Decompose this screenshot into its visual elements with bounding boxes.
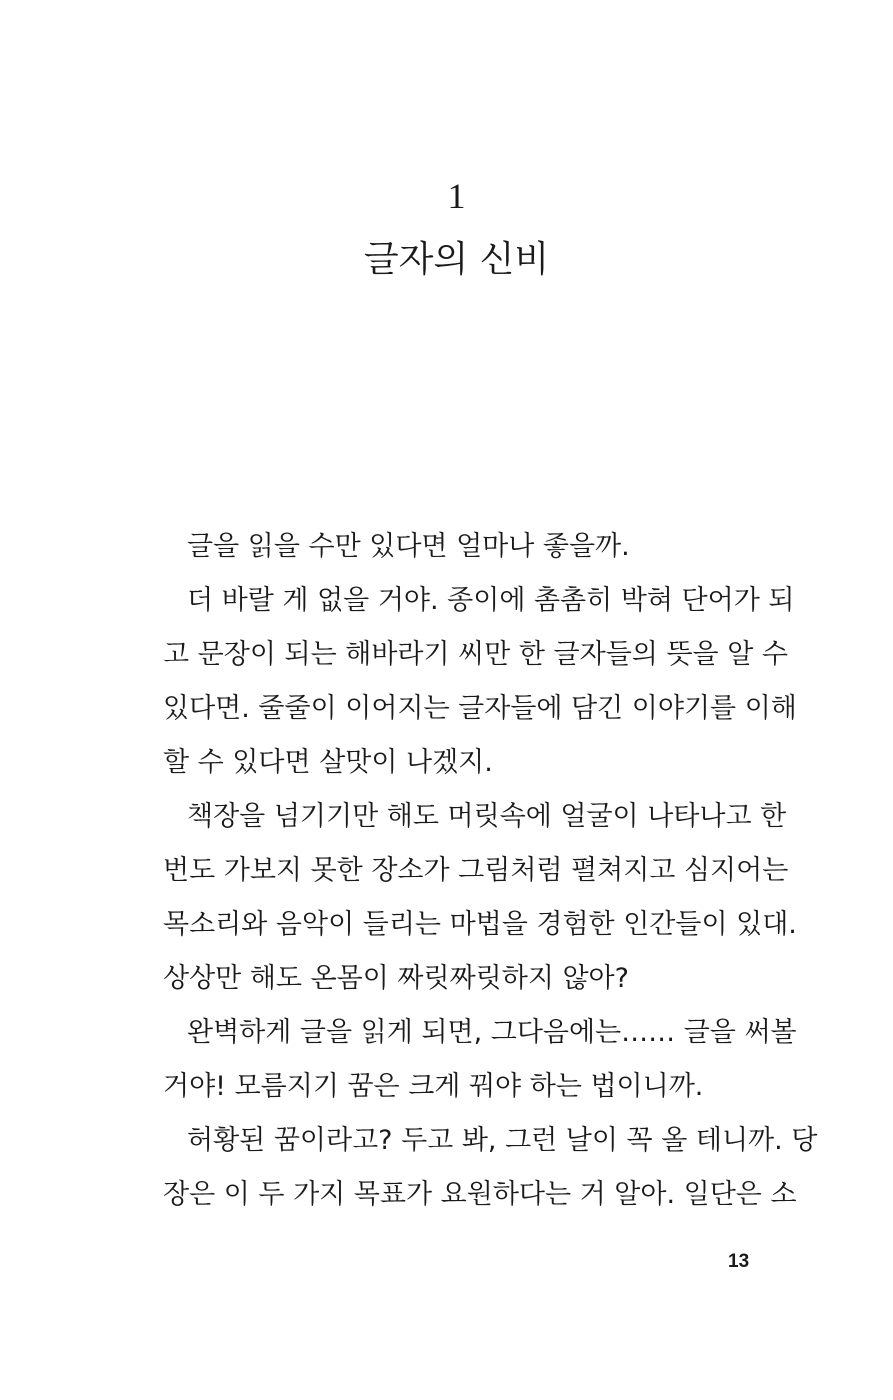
page-number: 13 xyxy=(728,1251,750,1272)
text-line: 허황된 꿈이라고? 두고 봐, 그런 날이 꼭 올 테니까. 당 xyxy=(187,1125,818,1156)
chapter-title: 글자의 신비 xyxy=(363,239,550,280)
body-text xyxy=(163,520,818,1222)
text-line: 장은 이 두 가지 목표가 요원하다는 거 알아. 일단은 소 xyxy=(163,1179,797,1210)
text-line: 할 수 있다면 살맛이 나겠지. xyxy=(163,747,493,778)
text-line: 완벽하게 글을 읽게 되면, 그다음에는…… 글을 써볼 xyxy=(187,1017,797,1048)
text-line: 고 문장이 되는 해바라기 씨만 한 글자들의 뜻을 알 수 xyxy=(163,639,788,670)
text-line: 번도 가보지 못한 장소가 그림처럼 펼쳐지고 심지어는 xyxy=(163,855,789,886)
text-line: 글을 읽을 수만 있다면 얼마나 좋을까. xyxy=(187,531,630,562)
text-line: 상상만 해도 온몸이 짜릿짜릿하지 않아? xyxy=(163,963,629,994)
text-line: 목소리와 음악이 들리는 마법을 경험한 인간들이 있대. xyxy=(163,909,797,940)
text-line: 있다면. 줄줄이 이어지는 글자들에 담긴 이야기를 이해 xyxy=(163,693,797,724)
text-line: 책장을 넘기기만 해도 머릿속에 얼굴이 나타나고 한 xyxy=(187,801,787,832)
text-line: 거야! 모름지기 꿈은 크게 꿔야 하는 법이니까. xyxy=(163,1071,704,1102)
chapter-number: 1 xyxy=(447,176,466,216)
text-line: 더 바랄 게 없을 거야. 종이에 촘촘히 박혀 단어가 되 xyxy=(187,585,795,616)
